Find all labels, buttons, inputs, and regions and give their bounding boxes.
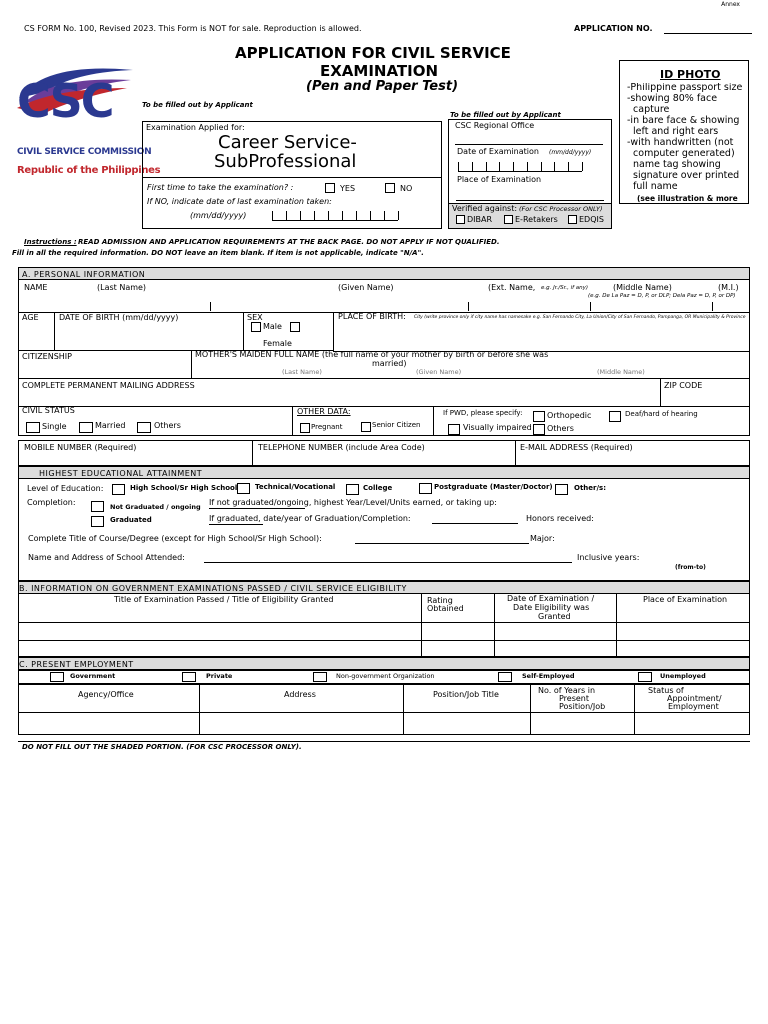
csc-logo-acronym: CSC [17,74,113,128]
other-education-label: Other/s: [574,484,607,492]
male-checkbox[interactable] [251,322,261,332]
address-col: Address [284,690,316,699]
unemployed-checkbox[interactable] [638,672,652,682]
level-of-education-label: Level of Education: [27,484,104,493]
not-graduated-checkbox[interactable] [91,501,104,512]
form-info: CS FORM No. 100, Revised 2023. This Form is NOT for sale. Reproduction is allowed. [24,24,362,33]
techvoc-checkbox[interactable] [237,483,250,494]
mother-given-name-hint: (Given Name) [416,368,462,376]
csc-regional-office-field[interactable] [455,144,603,145]
high-school-label: High School/Sr High School [130,484,238,492]
college-checkbox[interactable] [346,484,359,495]
ext-name-label: (Ext. Name, [488,283,536,292]
married-label: Married [95,421,126,430]
agency-col: Agency/Office [78,690,134,699]
csc-logo [15,58,161,183]
honors-label: Honors received: [526,514,594,523]
form-title-line2: EXAMINATION [320,62,439,80]
rating-col: Rating [427,596,453,605]
form-title-line3: (Pen and Paper Test) [306,79,459,94]
mother-name-label: MOTHER'S MAIDEN FULL NAME (the full name of your mother by birth or before she was [195,350,549,359]
graduated-checkbox[interactable] [91,516,104,527]
ext-name-hint: e.g. Jr./Sr., if any) [541,285,589,291]
dibar-label: DIBAR [467,215,493,224]
first-time-no-checkbox[interactable] [385,183,395,193]
csc-regional-office-label: CSC Regional Office [455,121,535,130]
if-graduated-label: If graduated, date/year of Graduation/Completion: [209,514,411,523]
senior-citizen-label: Senior Citizen [372,421,421,429]
eligibility-row-2[interactable] [18,641,750,656]
id-photo-title: ID PHOTO [660,68,721,81]
mother-name-label-2: married) [372,359,407,368]
eretakers-checkbox[interactable] [504,215,513,224]
education-header: HIGHEST EDUCATIONAL ATTAINMENT [18,466,750,479]
date-of-exam-field[interactable] [458,160,584,172]
dibar-checkbox[interactable] [456,215,465,224]
name-field[interactable] [18,293,750,312]
eligibility-title-col: Title of Examination Passed / Title of Eligibility Granted [114,595,334,604]
exam-name-line1: Career Service- [218,132,357,153]
exam-date-col: Date of Examination / [507,594,595,603]
last-name-label: (Last Name) [97,283,147,292]
ngo-label: Non-government Organization [336,672,435,680]
other-data-label: OTHER DATA: [297,407,351,416]
citizenship-label: CITIZENSHIP [22,352,72,361]
employment-row[interactable] [18,713,750,734]
senior-citizen-checkbox[interactable] [361,422,371,432]
mi-label: (M.I.) [718,283,739,292]
from-to-label: (from-to) [675,564,706,571]
government-checkbox[interactable] [50,672,64,682]
given-name-label: (Given Name) [338,283,394,292]
government-label: Government [70,672,116,680]
female-label: Female [263,339,292,348]
others-checkbox[interactable] [137,422,151,433]
single-checkbox[interactable] [26,422,40,433]
section-b-header: B. INFORMATION ON GOVERNMENT EXAMINATIONS PASSED / CIVIL SERVICE ELIGIBILITY [18,581,750,594]
mi-hint: (e.g. De La Paz = D, P, or DLP; Dela Paz = D, P, or DP) [588,293,736,299]
pwd-others-label: Others [547,424,574,433]
unemployed-label: Unemployed [660,672,706,680]
annex-label: Annex [721,1,740,8]
self-employed-label: Self-Employed [522,672,575,680]
orthopedic-checkbox[interactable] [533,411,545,422]
address-label: COMPLETE PERMANENT MAILING ADDRESS [22,381,195,390]
exam-name-line2: SubProfessional [214,151,357,172]
major-label: Major: [530,534,555,543]
years-col-3: Position/Job [559,702,606,711]
postgraduate-checkbox[interactable] [419,483,432,494]
form-title-line1: APPLICATION FOR CIVIL SERVICE [235,44,511,62]
mother-middle-name-hint: (Middle Name) [597,368,645,376]
telephone-label: TELEPHONE NUMBER (include Area Code) [258,443,425,452]
mobile-label: MOBILE NUMBER (Required) [24,443,137,452]
last-exam-date-field[interactable] [272,210,400,221]
id-photo-instructions: -Philippine passport size -showing 80% face capture -in bare face & showing left and right ears -with handwritten (not computer generated) name tag showing signature over printed full name (see illustration & more [627,83,743,203]
single-label: Single [42,422,67,431]
instructions-label: Instructions : [24,238,77,246]
eretakers-label: E-Retakers [515,215,558,224]
first-time-no-label: NO [400,184,413,193]
date-of-exam-hint: (mm/dd/yyyy) [549,149,592,156]
place-of-birth-hint: City (write province only if city name has namesake e.g. San Fernando City, La Union/City of San Fernando, Pampanga, OR Municipality & Province [414,315,746,320]
eligibility-row-1[interactable] [18,623,750,640]
graduated-label: Graduated [110,516,152,524]
private-label: Private [206,672,233,680]
completion-label: Completion: [27,498,76,507]
name-label: NAME [24,283,48,292]
application-no-field[interactable] [664,33,752,34]
middle-name-label: (Middle Name) [613,283,672,292]
place-of-birth-label: PLACE OF BIRTH: [338,312,406,321]
footer-note: DO NOT FILL OUT THE SHADED PORTION. (FOR CSC PROCESSOR ONLY). [22,743,302,751]
edqis-checkbox[interactable] [568,215,577,224]
first-time-yes-label: YES [340,184,356,193]
mother-last-name-hint: (Last Name) [282,368,322,376]
section-a-header: A. PERSONAL INFORMATION [18,267,750,280]
others-label: Others [154,421,181,430]
pwd-label: If PWD, please specify: [443,409,523,417]
verified-against-label: Verified against: [452,204,518,213]
high-school-checkbox[interactable] [112,484,125,495]
section-c-header: C. PRESENT EMPLOYMENT [18,657,750,670]
position-col: Position/Job Title [433,690,499,699]
other-education-checkbox[interactable] [555,484,568,495]
email-label: E-MAIL ADDRESS (Required) [520,443,633,452]
female-checkbox[interactable] [290,322,300,332]
exam-date-col-3: Granted [538,612,571,621]
csc-logo-name: CIVIL SERVICE COMMISSION [17,147,152,157]
pregnant-label: Pregnant [311,423,343,431]
pregnant-checkbox[interactable] [300,423,310,433]
self-employed-checkbox[interactable] [498,672,512,682]
status-col-2: Appointment/ [667,694,722,703]
place-of-exam-label: Place of Examination [457,175,542,184]
date-of-exam-label: Date of Examination [457,147,539,156]
instructions-line2: Fill in all the required information. DO NOT leave an item blank. If item is not applicable, indicate "N/A". [12,249,424,257]
course-field[interactable] [355,543,529,544]
to-be-filled-applicant: To be filled out by Applicant [142,101,253,109]
application-no-label: APPLICATION NO. [574,24,653,33]
place-of-exam-field[interactable] [456,200,604,201]
school-field[interactable] [204,562,572,563]
zip-code-label: ZIP CODE [664,381,703,390]
civil-status-label: CIVIL STATUS [22,406,75,415]
school-label: Name and Address of School Attended: [28,553,185,562]
married-checkbox[interactable] [79,422,93,433]
inclusive-years-label: Inclusive years: [577,553,640,562]
deaf-checkbox[interactable] [609,411,621,422]
years-col: No. of Years in [538,686,596,695]
techvoc-label: Technical/Vocational [255,483,336,491]
csc-logo-tagline: Republic of the Philippines [17,165,161,176]
pwd-others-checkbox[interactable] [533,424,545,435]
visually-impaired-checkbox[interactable] [448,424,460,435]
edqis-label: EDQIS [579,215,604,224]
ngo-checkbox[interactable] [313,672,327,682]
if-no-label: If NO, indicate date of last examination taken: [147,197,332,206]
status-col-3: Employment [668,702,719,711]
rating-col-2: Obtained [427,604,464,613]
first-time-yes-checkbox[interactable] [325,183,335,193]
not-graduated-label: Not Graduated / ongoing [110,503,201,511]
sex-label: SEX [247,313,263,322]
postgraduate-label: Postgraduate (Master/Doctor) [434,483,553,491]
last-exam-date-format: (mm/dd/yyyy) [190,211,247,220]
dob-label: DATE OF BIRTH (mm/dd/yyyy) [59,313,179,322]
if-not-graduated-label: If not graduated/ongoing, highest Year/Level/Units earned, or taking up: [209,498,497,507]
place-of-exam-col: Place of Examination [643,595,728,604]
years-col-2: Present [559,694,590,703]
deaf-label: Deaf/hard of hearing [625,410,698,418]
course-label: Complete Title of Course/Degree (except for High School/Sr High School): [28,534,322,543]
status-col: Status of [648,686,684,695]
male-label: Male [263,322,282,331]
private-checkbox[interactable] [182,672,196,682]
instructions-text: READ ADMISSION AND APPLICATION REQUIREMENTS AT THE BACK PAGE. DO NOT APPLY IF NOT QUALIFIED. [78,238,500,246]
first-time-label: First time to take the examination? : [147,183,294,192]
verified-against-hint: (For CSC Processor ONLY) [519,205,603,213]
visually-impaired-label: Visually impaired [463,423,532,432]
to-be-filled-applicant-2: To be filled out by Applicant [450,111,561,119]
graduation-date-field[interactable] [432,523,518,524]
exam-applied-label: Examination Applied for: [146,123,245,132]
orthopedic-label: Orthopedic [547,411,592,420]
age-label: AGE [22,313,39,322]
exam-date-col-2: Date Eligibility was [513,603,590,612]
college-label: College [363,484,393,492]
